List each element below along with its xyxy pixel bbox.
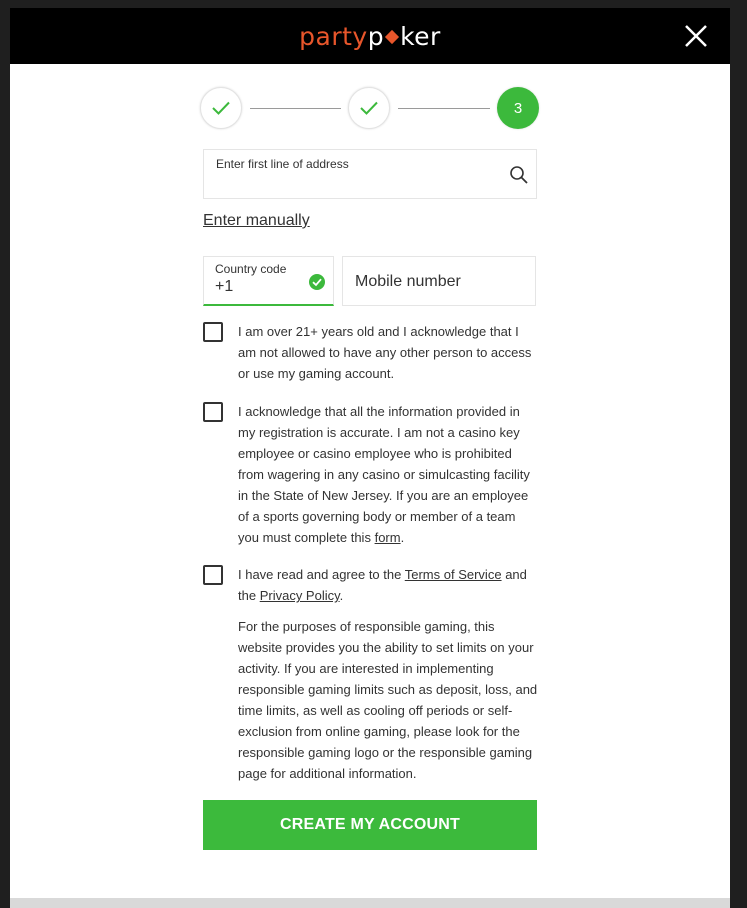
terms-consent-checkbox[interactable] [203, 565, 223, 585]
close-button[interactable] [680, 20, 712, 52]
country-code-field[interactable] [203, 256, 334, 306]
progress-stepper [200, 87, 540, 131]
address-placeholder: Enter first line of address [216, 157, 349, 171]
country-code-value: +1 [215, 278, 234, 295]
privacy-policy-link[interactable]: Privacy Policy [259, 588, 340, 603]
step-connector [398, 108, 490, 109]
partypoker-logo: partyp ker [299, 22, 441, 51]
step-connector [250, 108, 341, 109]
enter-manually-link[interactable]: Enter manually [203, 212, 310, 229]
search-icon[interactable] [509, 165, 529, 185]
mobile-number-input[interactable] [342, 256, 536, 306]
close-icon [680, 20, 712, 52]
diamond-icon [385, 30, 399, 44]
terms-of-service-link[interactable]: Terms of Service [404, 567, 502, 582]
registration-modal [10, 8, 730, 908]
step-1-complete [200, 87, 242, 129]
form-link[interactable]: form [374, 530, 401, 545]
responsible-gaming-text: For the purposes of responsible gaming, this website provides you the ability to set limits on your activity. If you are interested in implementing responsible gaming limits such as deposit, loss, and time limits, as well as cooling off periods or self-exclusion from online gaming, please look for the responsible gaming logo or the responsible gaming page for additional information. [238, 619, 538, 781]
address-search-input[interactable] [203, 149, 537, 199]
mobile-placeholder: Mobile number [355, 273, 461, 290]
valid-check-icon [309, 274, 325, 290]
age-consent-text: I am over 21+ years old and I acknowledge that I am not allowed to have any other person to access or use my gaming account. [238, 324, 532, 381]
checkmark-icon [211, 100, 231, 116]
age-consent-checkbox[interactable] [203, 322, 223, 342]
country-code-label: Country code [215, 262, 287, 276]
create-account-button[interactable]: CREATE MY ACCOUNT [203, 800, 537, 850]
step-2-complete [348, 87, 390, 129]
checkmark-icon [359, 100, 379, 116]
accuracy-consent-checkbox[interactable] [203, 402, 223, 422]
terms-consent-text: I have read and agree to the Terms of Service and the Privacy Policy. [238, 567, 527, 603]
modal-header [10, 8, 730, 64]
accuracy-consent-text: I acknowledge that all the information provided in my registration is accurate. I am not a casino key employee or casino employee who is prohibited from wagering in any casino or simulcasting facility in the State of New Jersey. If you are an employee of a sports governing body or member of a team you must complete this form. [238, 404, 530, 545]
modal-footer [10, 898, 730, 908]
step-3-active: 3 [497, 87, 539, 129]
